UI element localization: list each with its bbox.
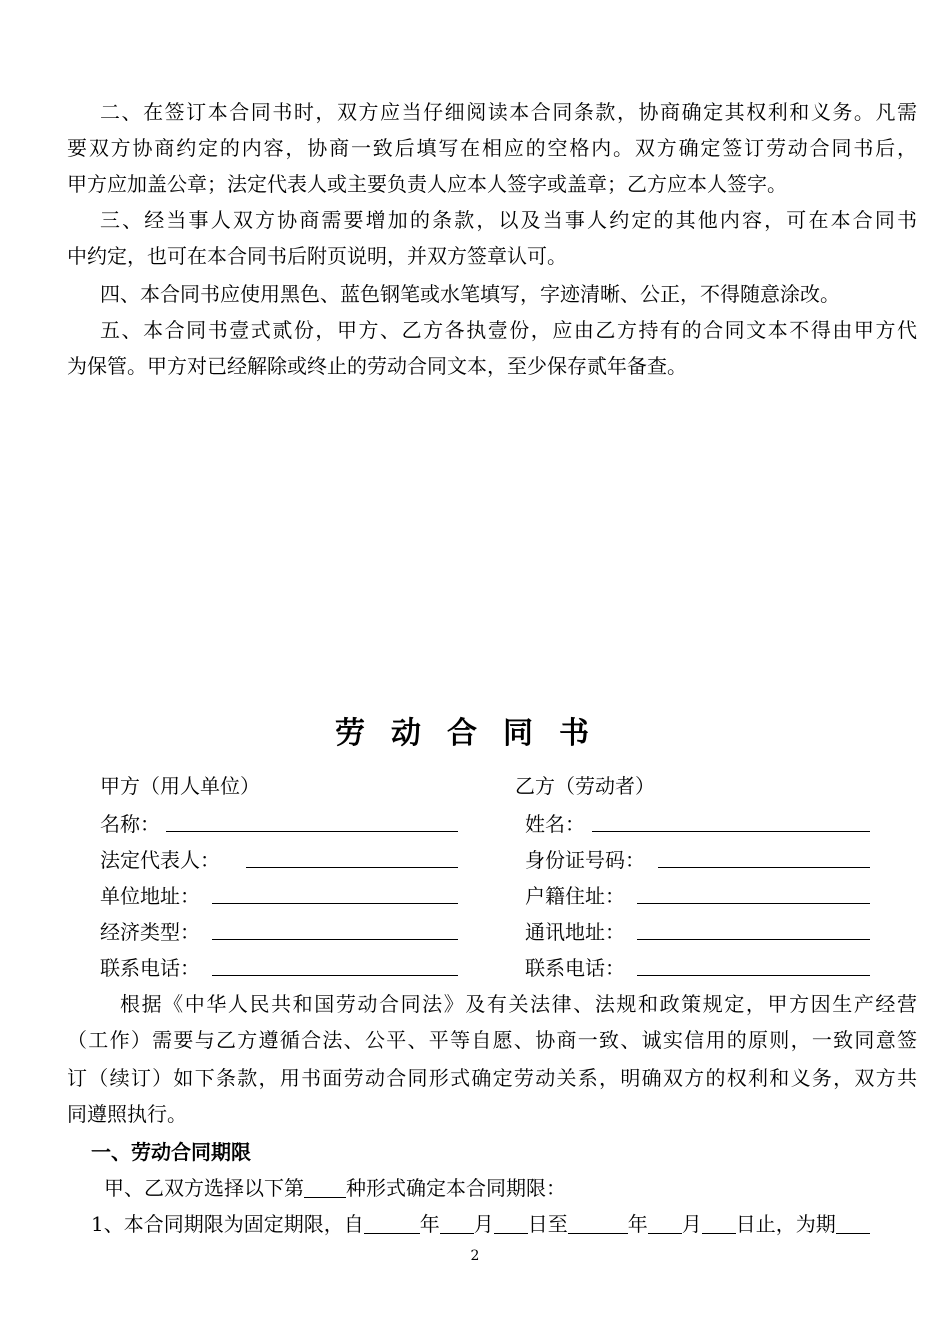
preamble-line-1: 根据《中华人民共和国劳动合同法》及有关法律、法规和政策规定，甲方因生产经营 [120,992,917,1016]
instruction-3-line-1: 三、经当事人双方协商需要增加的条款，以及当事人约定的其他内容，可在本合同书 [100,208,917,232]
preamble-line-3: 订（续订）如下条款，用书面劳动合同形式确定劳动关系，明确双方的权利和义务，双方共 [67,1066,917,1090]
instruction-5-line-1: 五、本合同书壹式贰份，甲方、乙方各执壹份，应由乙方持有的合同文本不得由甲方代 [100,318,917,342]
end-month-label: 月 [681,1212,702,1236]
instruction-4-line-1: 四、本合同书应使用黑色、蓝色钢笔或水笔填写，字迹清晰、公正，不得随意涂改。 [100,282,840,306]
instruction-3-line-2: 中约定，也可在本合同书后附页说明，并双方签章认可。 [67,244,567,268]
party-b-id-field[interactable] [658,867,870,868]
term-length-blank[interactable] [836,1213,870,1234]
party-b-address-field[interactable] [637,939,870,940]
party-a-type-field[interactable] [212,939,458,940]
party-a-name-field[interactable] [166,831,458,832]
party-a-heading: 甲方（用人单位） [100,774,260,798]
term-choice-prefix: 甲、乙双方选择以下第 [104,1176,304,1200]
party-a-address-field[interactable] [212,903,458,904]
start-month-blank[interactable] [440,1213,474,1234]
party-b-address-label: 通讯地址： [525,920,625,944]
party-a-rep-field[interactable] [246,867,458,868]
party-a-phone-field[interactable] [212,975,458,976]
fixed-term-line [91,1210,941,1238]
preamble-line-4: 同遵照执行。 [67,1102,187,1126]
party-b-heading: 乙方（劳动者） [515,774,655,798]
term-choice-suffix: 种形式确定本合同期限： [346,1176,566,1200]
preamble-line-2: （工作）需要与乙方遵循合法、公平、平等自愿、协商一致、诚实信用的原则，一致同意签 [67,1028,917,1052]
instruction-2-line-1: 二、在签订本合同书时，双方应当仔细阅读本合同条款，协商确定其权利和义务。凡需 [100,100,917,124]
day-to-label: 日至 [527,1212,568,1236]
term-choice-blank[interactable] [304,1177,346,1198]
party-b-id-label: 身份证号码： [525,848,645,872]
start-year-label: 年 [419,1212,440,1236]
end-year-blank[interactable] [568,1213,628,1234]
start-year-blank[interactable] [364,1213,420,1234]
instruction-5-line-2: 为保管。甲方对已经解除或终止的劳动合同文本，至少保存贰年备查。 [67,354,687,378]
day-end-label: 日止，为期 [735,1212,836,1236]
party-a-type-label: 经济类型： [100,920,200,944]
instruction-2-line-3: 甲方应加盖公章；法定代表人或主要负责人应本人签字或盖章；乙方应本人签字。 [67,172,787,196]
party-a-rep-label: 法定代表人： [100,848,220,872]
party-b-residence-label: 户籍住址： [525,884,625,908]
start-day-blank[interactable] [494,1213,528,1234]
party-b-name-label: 姓名： [525,812,585,836]
contract-title: 劳动合同书 [335,716,615,751]
end-month-blank[interactable] [648,1213,682,1234]
party-a-address-label: 单位地址： [100,884,200,908]
end-year-label: 年 [627,1212,648,1236]
page-number: 2 [470,1248,480,1264]
instruction-2-line-2: 要双方协商约定的内容，协商一致后填写在相应的空格内。双方确定签订劳动合同书后， [67,136,917,160]
party-b-residence-field[interactable] [637,903,870,904]
start-month-label: 月 [473,1212,494,1236]
fixed-term-prefix: 1、本合同期限为固定期限，自 [91,1212,364,1236]
party-b-name-field[interactable] [592,831,870,832]
term-choice-line [104,1174,950,1202]
end-day-blank[interactable] [702,1213,736,1234]
party-b-phone-field[interactable] [637,975,870,976]
party-a-phone-label: 联系电话： [100,956,200,980]
party-a-name-label: 名称： [100,812,160,836]
section-1-heading: 一、劳动合同期限 [91,1140,251,1164]
party-b-phone-label: 联系电话： [525,956,625,980]
